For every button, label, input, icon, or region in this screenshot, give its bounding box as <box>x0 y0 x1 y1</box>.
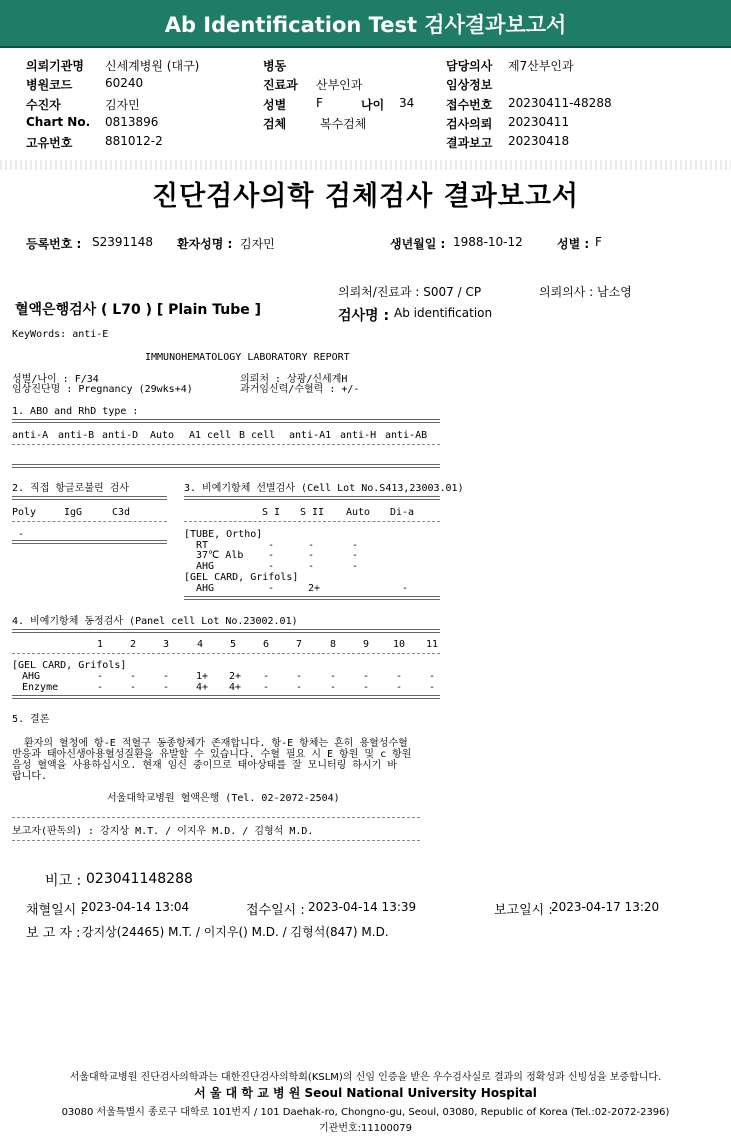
screen-cell: - <box>268 583 275 594</box>
info-request-value: 20230411 <box>508 115 570 129</box>
screen-cell: - <box>352 540 359 551</box>
info-age-label: 나이 <box>361 98 385 112</box>
lab-sex-age: 성별/나이 : F/34 <box>12 374 99 385</box>
sex-value: F <box>595 235 602 249</box>
screen-row-name: 37℃ Alb <box>196 550 244 561</box>
info-id-label: 고유번호 <box>26 136 73 150</box>
conclusion-line: 환자의 혈청에 항-E 적혈구 동종항체가 존재합니다. 항-E 항체는 흔히 용혈성수혈 <box>12 738 408 749</box>
remark-label: 비고 : <box>45 873 82 889</box>
abo-h: anti-H <box>340 430 377 441</box>
info-sex-value: F <box>316 96 323 110</box>
page-divider <box>0 160 731 170</box>
lab-history: 과거임신력/수혈력 : +/- <box>240 384 360 395</box>
info-chart-value: 0813896 <box>105 115 159 129</box>
reporter-label: 보 고 자 : <box>26 926 81 941</box>
receive-label: 접수일시 : <box>246 903 305 918</box>
info-patient-label: 수진자 <box>26 98 61 112</box>
screen-cell: 2+ <box>308 583 321 594</box>
hospital-address: 03080 서울특별시 종로구 대학로 101번지 / 101 Daehak-ro, Chongno-gu, Seoul, 03080, Republic of Korea (Tel.:02-2072-2396) <box>61 1107 670 1118</box>
info-clinical-label: 임상정보 <box>446 78 493 92</box>
sec1-title: 1. ABO and RhD type : <box>12 406 139 417</box>
abo-h: anti-AB <box>385 430 428 441</box>
lab-diagnosis: 임상진단명 : Pregnancy (29wks+4) <box>12 384 193 395</box>
sec4-title: 4. 비예기항체 동정검사 (Panel cell Lot No.23002.01) <box>12 616 298 627</box>
screen-h: Di-a <box>390 507 415 518</box>
remark-value: 023041148288 <box>86 871 193 887</box>
info-receipt-value: 20230411-48288 <box>508 96 612 110</box>
conclusion-line: 반응과 태아신생아용혈성질환을 유발할 수 있습니다. 수혈 필요 시 E 항원 및 c 항원 <box>12 749 412 760</box>
abo-h: anti-A <box>12 430 49 441</box>
panel-cell: 2+ <box>229 671 242 682</box>
panel-cell: - <box>163 682 170 693</box>
panel-h: 4 <box>197 639 204 650</box>
test-name-value: Ab identification <box>394 306 493 320</box>
panel-cell: 4+ <box>196 682 209 693</box>
panel-row-name: AHG <box>22 671 41 682</box>
info-specimen-label: 검체 <box>263 117 287 131</box>
sec5-title: 5. 결론 <box>12 714 50 725</box>
abo-h: anti-D <box>102 430 139 441</box>
dob-label: 생년월일 : <box>390 237 446 251</box>
screen-h: S I <box>262 507 281 518</box>
screen-cell: - <box>268 550 275 561</box>
screen-h: Auto <box>346 507 371 518</box>
panel-cell: - <box>429 671 436 682</box>
info-request-label: 검사의뢰 <box>446 117 493 131</box>
abo-h: A1 cell <box>189 430 232 441</box>
screen-cell: - <box>352 561 359 572</box>
abo-h: Auto <box>150 430 175 441</box>
abo-h: anti-B <box>58 430 95 441</box>
info-report-value: 20230418 <box>508 134 570 148</box>
test-group: 혈액은행검사 ( L70 ) [ Plain Tube ] <box>15 302 262 318</box>
panel-cell: - <box>130 671 137 682</box>
dept-line: 의뢰처/진료과 : S007 / CP <box>338 285 482 299</box>
sec3-title: 3. 비예기항체 선별검사 (Cell Lot No.S413,23003.01) <box>184 483 464 494</box>
panel-cell: - <box>330 671 337 682</box>
info-hospital-value: 신세계병원 (대구) <box>105 59 200 73</box>
abo-h: B cell <box>239 430 276 441</box>
collect-value: 2023-04-14 13:04 <box>81 900 190 914</box>
keywords: KeyWords: anti-E <box>12 329 109 340</box>
cert-text: 서울대학교병원 진단검사의학과는 대한진단검사의학회(KSLM)의 신임 인증을 받은 우수검사실로 결과의 정확성과 신빙성을 보증합니다. <box>69 1072 662 1083</box>
panel-cell: - <box>363 671 370 682</box>
info-ward-label: 병동 <box>263 59 287 73</box>
report-title: 진단검사의학 검체검사 결과보고서 <box>151 181 580 212</box>
reporter-value: 강지상(24465) M.T. / 이지우() M.D. / 김형석(847) M.D. <box>82 925 389 939</box>
info-code-value: 60240 <box>105 76 144 90</box>
sec2-title: 2. 직접 항글로불린 검사 <box>12 483 130 494</box>
reg-value: S2391148 <box>92 235 154 249</box>
receive-value: 2023-04-14 13:39 <box>308 900 417 914</box>
panel-cell: - <box>429 682 436 693</box>
panel-h: 9 <box>363 639 370 650</box>
hospital-name: 서 울 대 학 교 병 원 Seoul National University Hospital <box>194 1086 537 1100</box>
info-dept-value: 산부인과 <box>316 78 363 92</box>
info-doctor-value: 제7산부인과 <box>508 59 574 73</box>
info-specimen-value: 복수검체 <box>320 117 367 131</box>
panel-h: 6 <box>263 639 270 650</box>
screen-cell: - <box>352 550 359 561</box>
panel-cell: - <box>263 671 270 682</box>
panel-cell: - <box>296 671 303 682</box>
panel-h: 2 <box>130 639 137 650</box>
dat-h-igg: IgG <box>64 507 83 518</box>
reg-label: 등록번호 : <box>26 237 82 251</box>
name-value: 김자민 <box>240 237 275 251</box>
header-divider <box>0 46 731 48</box>
panel-cell: - <box>396 682 403 693</box>
info-patient-value: 김자민 <box>105 98 140 112</box>
panel-cell: - <box>97 682 104 693</box>
panel-h: 1 <box>97 639 104 650</box>
panel-cell: - <box>263 682 270 693</box>
info-hospital: 의뢰기관명 <box>26 59 84 73</box>
screen-h: S II <box>300 507 325 518</box>
lab-reporter: 보고자(판독의) : 강지상 M.T. / 이지우 M.D. / 김형석 M.D. <box>12 826 314 837</box>
conclusion-line: 랍니다. <box>12 771 48 782</box>
panel-cell: 1+ <box>196 671 209 682</box>
screen-cell: - <box>268 540 275 551</box>
conclusion-line: 음성 혈액을 사용하십시오. 현재 임신 중이므로 태아상태를 잘 모니터링 하시기 바 <box>12 760 398 771</box>
info-report-label: 결과보고 <box>446 136 493 150</box>
info-receipt-label: 접수번호 <box>446 98 493 112</box>
screen-row-name: AHG <box>196 583 215 594</box>
panel-gel: [GEL CARD, Grifols] <box>12 660 127 671</box>
collect-label: 채혈일시 : <box>26 903 85 918</box>
panel-cell: - <box>330 682 337 693</box>
dat-h-poly: Poly <box>12 507 37 518</box>
test-name-label: 검사명 : <box>338 308 390 324</box>
screen-cell: - <box>308 540 315 551</box>
report-time-label: 보고일시 : <box>494 903 553 918</box>
screen-row-name: AHG <box>196 561 215 572</box>
dob-value: 1988-10-12 <box>453 235 523 249</box>
panel-cell: - <box>163 671 170 682</box>
info-code-label: 병원코드 <box>26 78 73 92</box>
panel-cell: - <box>396 671 403 682</box>
panel-cell: - <box>130 682 137 693</box>
screen-gel: [GEL CARD, Grifols] <box>184 572 299 583</box>
dat-h-c3d: C3d <box>112 507 131 518</box>
screen-cell: - <box>402 583 409 594</box>
screen-cell: - <box>308 561 315 572</box>
report-time-value: 2023-04-17 13:20 <box>551 900 660 914</box>
panel-h: 3 <box>163 639 170 650</box>
info-sex-label: 성별 <box>263 98 287 112</box>
panel-cell: - <box>296 682 303 693</box>
report-header-title: Ab Identification Test 검사결과보고서 <box>0 0 731 48</box>
info-chart-label: Chart No. <box>26 115 91 129</box>
dat-value: - <box>18 529 25 540</box>
info-age-value: 34 <box>399 96 415 110</box>
blood-bank-line: 서울대학교병원 혈액은행 (Tel. 02-2072-2504) <box>107 793 340 804</box>
panel-cell: - <box>363 682 370 693</box>
abo-h: anti-A1 <box>289 430 332 441</box>
panel-cell: - <box>97 671 104 682</box>
lab-title: IMMUNOHEMATOLOGY LABORATORY REPORT <box>145 352 350 363</box>
panel-cell: 4+ <box>229 682 242 693</box>
panel-row-name: Enzyme <box>22 682 59 693</box>
screen-cell: - <box>268 561 275 572</box>
panel-h: 10 <box>393 639 406 650</box>
info-doctor-label: 담당의사 <box>446 59 493 73</box>
info-id-value: 881012-2 <box>105 134 163 148</box>
info-dept-label: 진료과 <box>263 78 298 92</box>
sex-label: 성별 : <box>557 237 590 251</box>
name-label: 환자성명 : <box>177 237 233 251</box>
hospital-code: 기관번호:11100079 <box>319 1123 412 1134</box>
panel-h: 7 <box>296 639 303 650</box>
doctor-line: 의뢰의사 : 남소영 <box>539 285 632 299</box>
screen-row-name: RT <box>196 540 209 551</box>
panel-h: 5 <box>230 639 237 650</box>
lab-referrer: 의뢰처 : 상광/신세계H <box>240 374 348 385</box>
panel-h: 8 <box>330 639 337 650</box>
screen-tube: [TUBE, Ortho] <box>184 529 263 540</box>
panel-h: 11 <box>426 639 439 650</box>
screen-cell: - <box>308 550 315 561</box>
